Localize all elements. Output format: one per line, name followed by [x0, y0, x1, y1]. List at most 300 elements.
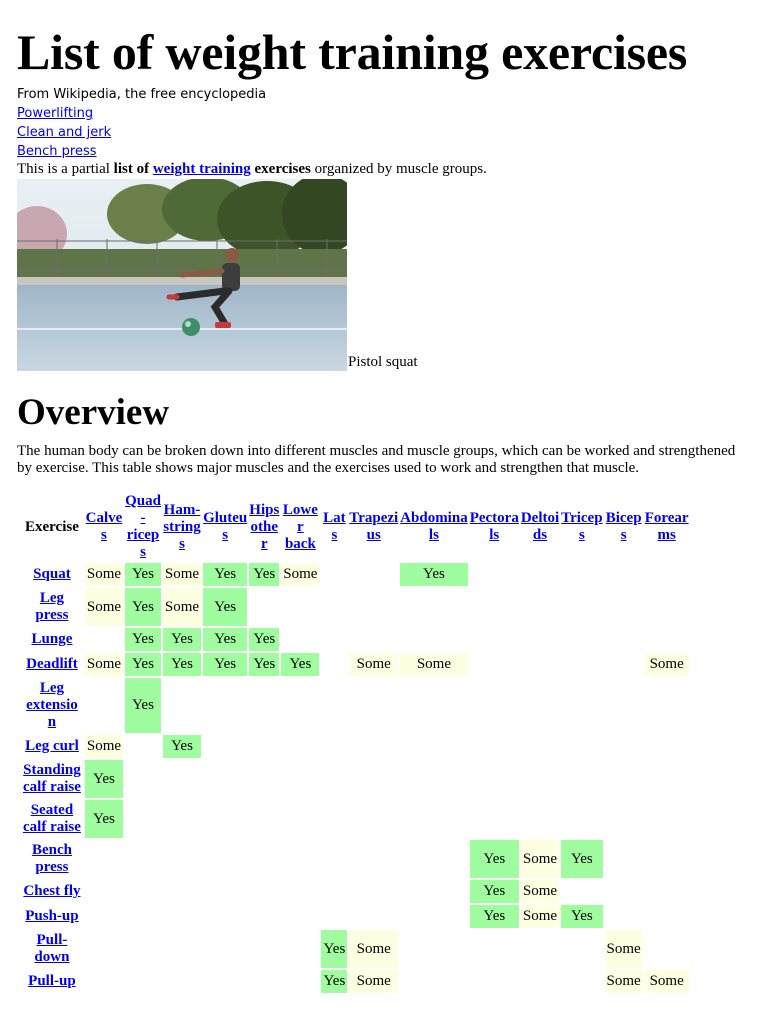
cell-hamstrings: [163, 970, 201, 993]
exercise-name-part: Push-up: [25, 908, 79, 924]
cell-hamstrings: Some: [163, 563, 201, 586]
cell-lats: [321, 800, 347, 838]
cell-abdominals: [400, 628, 468, 651]
col-header-lats: [321, 493, 347, 561]
cell-lats: Yes: [321, 930, 347, 968]
cell-forearms: [645, 760, 689, 798]
col-header-triceps: [561, 493, 602, 561]
cell-biceps: Some: [605, 970, 643, 993]
cell-hips_other: [249, 840, 279, 878]
cell-calves: Yes: [85, 760, 123, 798]
exercise-name-part: press: [35, 607, 69, 623]
link-powerlifting[interactable]: Powerlifting: [17, 106, 94, 121]
cell-biceps: [605, 905, 643, 928]
exercise-name-part: Bench: [31, 842, 72, 858]
cell-lower_back: [281, 930, 319, 968]
row-header: [21, 588, 83, 626]
cell-biceps: [605, 760, 643, 798]
table-body: [21, 563, 689, 993]
link-weight-training[interactable]: weight training: [152, 161, 251, 177]
cell-gluteus: [203, 840, 247, 878]
cell-calves: Yes: [85, 800, 123, 838]
cell-gluteus: Yes: [203, 563, 247, 586]
col-text: Lat: [323, 510, 346, 526]
intro-post: organized by muscle groups.: [310, 161, 487, 177]
table-row: [21, 735, 689, 758]
cell-trapezius: [349, 588, 398, 626]
cell-calves: Some: [85, 588, 123, 626]
cell-gluteus: [203, 930, 247, 968]
cell-lats: [321, 678, 347, 733]
cell-lower_back: [281, 800, 319, 838]
exercise-name-part: Pull-: [36, 932, 68, 948]
col-text: -: [140, 510, 146, 526]
col-header-calves: [85, 493, 123, 561]
top-links: [17, 104, 757, 161]
cell-deltoids: Some: [521, 880, 559, 903]
col-link-quadriceps[interactable]: [125, 493, 161, 560]
col-text: s: [179, 535, 185, 552]
cell-quadriceps: [125, 760, 161, 798]
cell-deltoids: [521, 930, 559, 968]
col-header-forearms: [645, 493, 689, 561]
cell-pectorals: [470, 970, 519, 993]
cell-lower_back: [281, 970, 319, 993]
col-text: ls: [489, 527, 500, 543]
exercise-link[interactable]: [26, 680, 78, 730]
cell-deltoids: [521, 800, 559, 838]
cell-forearms: Some: [645, 653, 689, 676]
cell-calves: [85, 880, 123, 903]
col-text: Lowe: [282, 501, 318, 518]
cell-quadriceps: Yes: [125, 588, 161, 626]
cell-quadriceps: [125, 840, 161, 878]
table-row: [21, 880, 689, 903]
cell-biceps: [605, 653, 643, 676]
cell-forearms: [645, 880, 689, 903]
cell-triceps: Yes: [561, 905, 602, 928]
exercise-link[interactable]: [33, 566, 71, 582]
cell-lower_back: [281, 905, 319, 928]
cell-triceps: [561, 760, 602, 798]
exercise-link[interactable]: [26, 656, 78, 672]
cell-lower_back: [281, 588, 319, 626]
exercise-name-part: press: [35, 859, 69, 875]
cell-lats: [321, 880, 347, 903]
cell-trapezius: Some: [349, 930, 398, 968]
cell-gluteus: [203, 905, 247, 928]
cell-gluteus: [203, 735, 247, 758]
cell-hamstrings: [163, 760, 201, 798]
cell-hips_other: Yes: [249, 563, 279, 586]
cell-forearms: [645, 800, 689, 838]
cell-forearms: [645, 628, 689, 651]
cell-abdominals: [400, 800, 468, 838]
cell-hips_other: [249, 930, 279, 968]
cell-triceps: [561, 970, 602, 993]
cell-triceps: [561, 800, 602, 838]
cell-hamstrings: Yes: [163, 735, 201, 758]
col-text: Gluteu: [203, 510, 248, 526]
cell-lats: [321, 735, 347, 758]
cell-lower_back: [281, 840, 319, 878]
col-text: s: [620, 527, 627, 543]
cell-forearms: [645, 930, 689, 968]
cell-abdominals: [400, 735, 468, 758]
cell-pectorals: [470, 800, 519, 838]
exercise-name-part: n: [47, 714, 57, 730]
exercise-link[interactable]: [34, 932, 69, 965]
col-link-deltoids[interactable]: [521, 510, 559, 543]
cell-hamstrings: [163, 840, 201, 878]
table-row: [21, 905, 689, 928]
cell-trapezius: [349, 905, 398, 928]
exercise-name-part: Leg: [39, 590, 65, 606]
cell-biceps: [605, 628, 643, 651]
col-header-abdominals: [400, 493, 468, 561]
cell-gluteus: [203, 800, 247, 838]
col-text: r: [297, 518, 304, 535]
col-text: s: [101, 527, 107, 543]
col-text: s: [578, 527, 585, 543]
cell-trapezius: [349, 840, 398, 878]
cell-abdominals: [400, 760, 468, 798]
col-text: Abdomina: [400, 510, 468, 526]
cell-trapezius: [349, 800, 398, 838]
col-text: Bicep: [605, 510, 642, 526]
cell-gluteus: Yes: [203, 628, 247, 651]
cell-trapezius: [349, 563, 398, 586]
cell-hamstrings: Yes: [163, 653, 201, 676]
cell-forearms: [645, 905, 689, 928]
cell-deltoids: [521, 563, 559, 586]
cell-abdominals: [400, 678, 468, 733]
cell-forearms: [645, 588, 689, 626]
cell-biceps: Some: [605, 930, 643, 968]
corner-header: Exercise: [25, 518, 79, 535]
col-text: s: [222, 527, 229, 543]
cell-lower_back: Some: [281, 563, 319, 586]
cell-biceps: [605, 678, 643, 733]
table-row: [21, 628, 689, 651]
cell-pectorals: [470, 653, 519, 676]
cell-triceps: [561, 678, 602, 733]
col-text: Forear: [644, 510, 689, 526]
col-link-pectorals[interactable]: [470, 510, 519, 543]
cell-quadriceps: Yes: [125, 653, 161, 676]
cell-hamstrings: Yes: [163, 628, 201, 651]
intro-paragraph: [17, 161, 757, 178]
pistol-squat-photo: [17, 179, 347, 371]
exercise-link[interactable]: [32, 631, 73, 647]
cell-biceps: [605, 840, 643, 878]
cell-quadriceps: Yes: [125, 678, 161, 733]
muscle-exercise-table: [19, 491, 691, 995]
col-text: s: [140, 544, 146, 560]
cell-quadriceps: [125, 735, 161, 758]
col-text: Tricep: [561, 510, 603, 526]
cell-trapezius: Some: [349, 653, 398, 676]
cell-abdominals: Some: [400, 653, 468, 676]
exercise-name-part: Leg: [39, 680, 65, 696]
exercise-name-part: Squat: [33, 566, 71, 582]
cell-hips_other: Yes: [249, 628, 279, 651]
table-header-row: [21, 493, 689, 561]
cell-calves: [85, 840, 123, 878]
col-header-hips-other: [249, 493, 279, 561]
row-header: [21, 930, 83, 968]
cell-lats: [321, 760, 347, 798]
cell-forearms: [645, 735, 689, 758]
col-text: Hips: [249, 501, 280, 518]
cell-calves: [85, 930, 123, 968]
cell-biceps: [605, 588, 643, 626]
article: [17, 0, 757, 995]
cell-trapezius: [349, 735, 398, 758]
cell-abdominals: [400, 588, 468, 626]
cell-calves: [85, 970, 123, 993]
link-bench-press[interactable]: Bench press: [17, 144, 97, 159]
cell-deltoids: Some: [521, 840, 559, 878]
table-row: [21, 653, 689, 676]
row-header: [21, 970, 83, 993]
col-header-lower-back: [281, 493, 319, 561]
table-row: [21, 840, 689, 878]
cell-lats: Yes: [321, 970, 347, 993]
exercise-link[interactable]: [32, 842, 72, 875]
cell-hamstrings: [163, 800, 201, 838]
col-text: othe: [250, 518, 279, 535]
col-text: Deltoi: [520, 510, 560, 526]
cell-triceps: [561, 653, 602, 676]
exercise-name-part: Leg curl: [25, 738, 79, 754]
exercise-link[interactable]: [23, 762, 81, 795]
table-row: [21, 760, 689, 798]
exercise-name-part: Deadlift: [26, 656, 78, 672]
table-row: [21, 930, 689, 968]
cell-hamstrings: Some: [163, 588, 201, 626]
col-link-calves[interactable]: [86, 510, 123, 543]
cell-quadriceps: [125, 880, 161, 903]
cell-hips_other: Yes: [249, 653, 279, 676]
tagline: From Wikipedia, the free encyclopedia: [17, 87, 267, 102]
exercise-name-part: calf raise: [23, 819, 81, 835]
row-header: [21, 735, 83, 758]
exercise-name-part: calf raise: [23, 779, 81, 795]
cell-calves: [85, 678, 123, 733]
cell-pectorals: [470, 563, 519, 586]
cell-triceps: [561, 930, 602, 968]
cell-pectorals: Yes: [470, 840, 519, 878]
table-row: [21, 588, 689, 626]
cell-lats: [321, 628, 347, 651]
col-link-gluteus[interactable]: [203, 510, 247, 543]
exercise-link[interactable]: [23, 802, 81, 835]
cell-lower_back: [281, 735, 319, 758]
exercise-link[interactable]: [35, 590, 68, 623]
cell-abdominals: Yes: [400, 563, 468, 586]
page-title: List of weight training exercises: [17, 24, 688, 80]
exercise-name-part: Seated: [30, 802, 74, 818]
cell-forearms: [645, 840, 689, 878]
cell-abdominals: [400, 970, 468, 993]
figure: [17, 179, 757, 371]
col-header-trapezius: [349, 493, 398, 561]
cell-deltoids: [521, 735, 559, 758]
cell-pectorals: [470, 930, 519, 968]
col-text: ds: [532, 527, 548, 543]
cell-calves: [85, 628, 123, 651]
intro-bold-list-of: list of: [113, 161, 150, 177]
exercise-link[interactable]: [28, 973, 76, 989]
row-header: [21, 905, 83, 928]
table-row: [21, 970, 689, 993]
cell-hips_other: [249, 905, 279, 928]
col-text: ricep: [126, 527, 160, 543]
col-header-pectorals: [470, 493, 519, 561]
cell-lats: [321, 653, 347, 676]
cell-pectorals: [470, 588, 519, 626]
cell-abdominals: [400, 880, 468, 903]
cell-deltoids: [521, 760, 559, 798]
cell-gluteus: [203, 760, 247, 798]
cell-quadriceps: [125, 905, 161, 928]
exercise-name-part: down: [34, 949, 70, 965]
cell-hamstrings: [163, 930, 201, 968]
cell-hips_other: [249, 588, 279, 626]
cell-triceps: [561, 735, 602, 758]
row-header: [21, 880, 83, 903]
cell-trapezius: [349, 760, 398, 798]
cell-gluteus: Yes: [203, 588, 247, 626]
col-link-lats[interactable]: [323, 510, 346, 543]
cell-lower_back: [281, 880, 319, 903]
cell-lower_back: [281, 628, 319, 651]
col-text: ls: [428, 527, 439, 543]
cell-calves: Some: [85, 563, 123, 586]
exercise-name-part: Chest fly: [23, 883, 81, 899]
col-link-abdominals[interactable]: [400, 510, 468, 543]
cell-deltoids: [521, 970, 559, 993]
cell-pectorals: [470, 678, 519, 733]
figure-caption: Pistol squat: [348, 354, 418, 370]
link-clean-and-jerk[interactable]: Clean and jerk: [17, 125, 112, 140]
cell-gluteus: [203, 970, 247, 993]
cell-gluteus: [203, 678, 247, 733]
cell-lats: [321, 905, 347, 928]
row-header: [21, 800, 83, 838]
exercise-name-part: Pull-up: [28, 973, 76, 989]
cell-biceps: [605, 735, 643, 758]
cell-quadriceps: Yes: [125, 563, 161, 586]
exercise-link[interactable]: [25, 908, 78, 924]
cell-deltoids: [521, 588, 559, 626]
exercise-name-part: Standing: [23, 762, 81, 778]
col-text: s: [331, 527, 338, 543]
col-text: Calve: [85, 510, 123, 526]
cell-biceps: [605, 563, 643, 586]
cell-pectorals: Yes: [470, 905, 519, 928]
row-header: [21, 653, 83, 676]
table-row: [21, 800, 689, 838]
cell-hips_other: [249, 735, 279, 758]
col-link-biceps[interactable]: [606, 510, 642, 543]
table-row: [21, 563, 689, 586]
row-header: [21, 760, 83, 798]
cell-hamstrings: [163, 905, 201, 928]
col-header-hamstrings: [163, 493, 201, 561]
exercise-link[interactable]: [25, 738, 79, 754]
cell-calves: [85, 905, 123, 928]
col-header-biceps: [605, 493, 643, 561]
cell-hips_other: [249, 800, 279, 838]
col-link-hamstrings[interactable]: [163, 502, 201, 552]
col-link-hips-other[interactable]: [249, 502, 279, 552]
overview-paragraph: The human body can be broken down into different muscles and muscle groups, which can be worked and strengthened by exercise. This table shows major muscles and the exercises used to work and strengthen that muscle.: [17, 443, 736, 476]
cell-hips_other: [249, 760, 279, 798]
cell-pectorals: Yes: [470, 880, 519, 903]
cell-forearms: Some: [645, 970, 689, 993]
cell-pectorals: [470, 735, 519, 758]
cell-deltoids: [521, 628, 559, 651]
col-link-lower-back[interactable]: [283, 502, 318, 552]
cell-abdominals: [400, 930, 468, 968]
cell-gluteus: [203, 880, 247, 903]
col-link-trapezius[interactable]: [349, 510, 398, 543]
col-header-deltoids: [521, 493, 559, 561]
cell-biceps: [605, 880, 643, 903]
col-text: Ham-: [163, 501, 201, 518]
col-header-gluteus: [203, 493, 247, 561]
cell-triceps: [561, 563, 602, 586]
col-text: string: [163, 518, 201, 535]
col-text: back: [284, 535, 316, 552]
cell-abdominals: [400, 840, 468, 878]
col-header-quadriceps: [125, 493, 161, 561]
col-link-forearms[interactable]: [645, 510, 689, 543]
col-text: Pectora: [469, 510, 519, 526]
cell-gluteus: Yes: [203, 653, 247, 676]
cell-trapezius: [349, 628, 398, 651]
table-row: [21, 678, 689, 733]
cell-hips_other: [249, 678, 279, 733]
cell-hamstrings: [163, 678, 201, 733]
cell-deltoids: Some: [521, 905, 559, 928]
cell-deltoids: [521, 678, 559, 733]
col-link-triceps[interactable]: [561, 510, 602, 543]
cell-hips_other: [249, 880, 279, 903]
cell-deltoids: [521, 653, 559, 676]
cell-lower_back: Yes: [281, 653, 319, 676]
cell-trapezius: [349, 880, 398, 903]
intro-bold-exercises: exercises: [254, 161, 311, 177]
cell-triceps: Yes: [561, 840, 602, 878]
cell-abdominals: [400, 905, 468, 928]
cell-lower_back: [281, 760, 319, 798]
exercise-link[interactable]: [23, 883, 80, 899]
col-text: us: [366, 527, 381, 543]
col-text: Quad: [125, 493, 161, 509]
cell-triceps: [561, 588, 602, 626]
intro-pre: This is a partial: [17, 161, 114, 177]
cell-calves: Some: [85, 735, 123, 758]
row-header: [21, 628, 83, 651]
cell-trapezius: Some: [349, 970, 398, 993]
cell-quadriceps: Yes: [125, 628, 161, 651]
cell-forearms: [645, 563, 689, 586]
cell-hips_other: [249, 970, 279, 993]
row-header: [21, 840, 83, 878]
